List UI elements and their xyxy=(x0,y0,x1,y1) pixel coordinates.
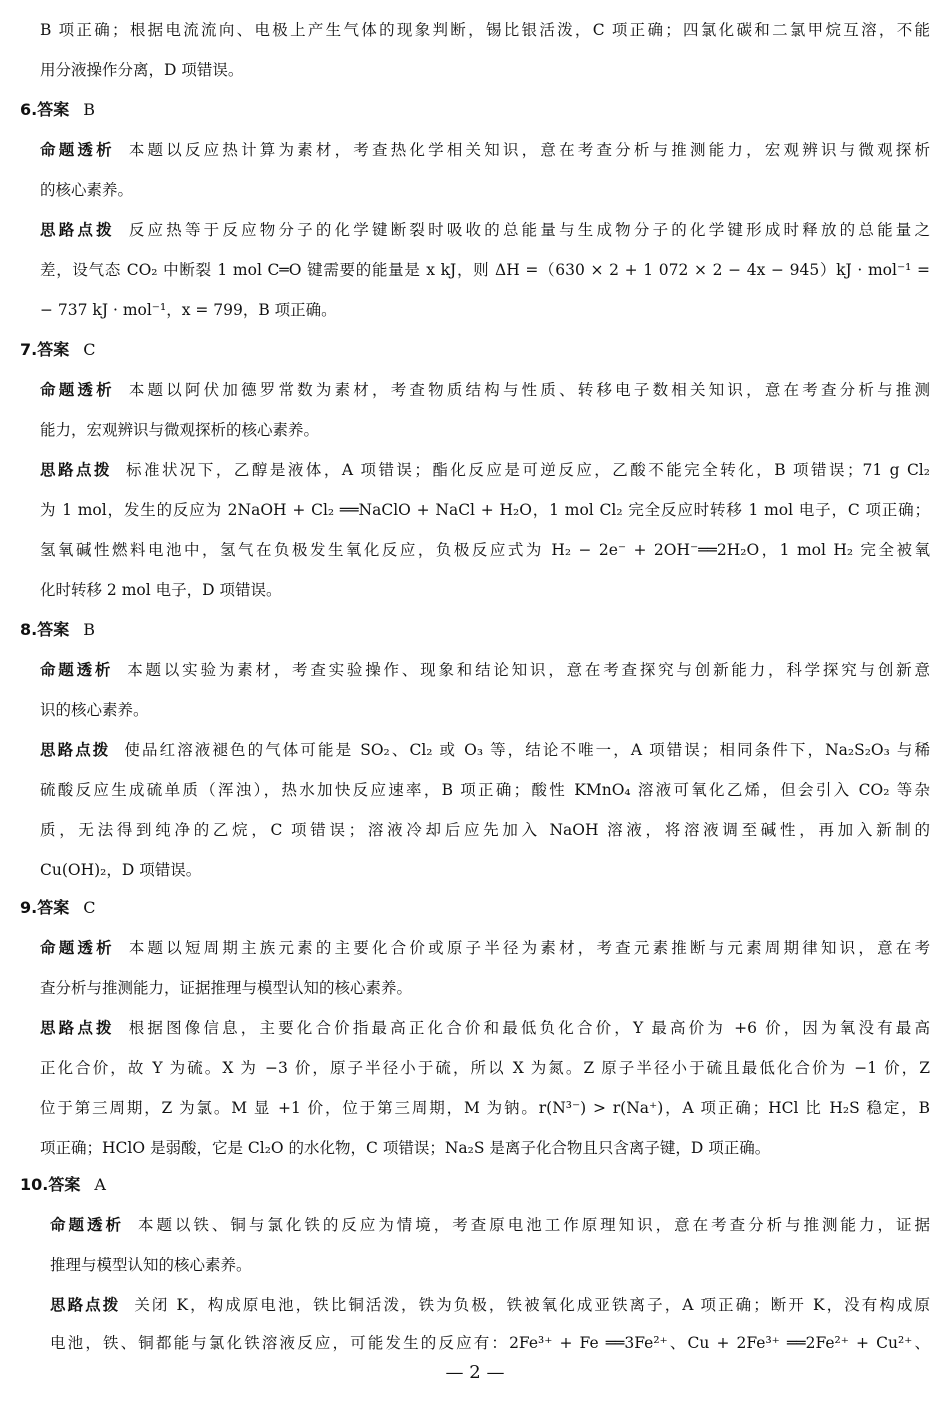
intent-label: 命题透析 xyxy=(40,141,115,159)
text-line xyxy=(40,459,930,481)
answer-word: 答案 xyxy=(37,620,70,639)
text-line xyxy=(40,219,930,241)
question-number: 9. xyxy=(20,898,38,917)
text-line: 差，设气态 CO₂ 中断裂 1 mol C═O 键需要的能量是 x kJ，则 ΔH =（630 × 2 + 1 072 × 2 − 4x − 945）kJ · mol⁻¹ = xyxy=(40,261,930,279)
answer-heading-8 xyxy=(20,619,95,641)
text-content: 本题以短周期主族元素的主要化合价或原子半径为素材，考查元素推断与元素周期律知识，意在考 xyxy=(128,939,930,957)
text-line: 化时转移 2 mol 电子，D 项错误。 xyxy=(40,581,282,599)
text-line: 电池，铁、铜都能与氯化铁溶液反应，可能发生的反应有：2Fe³⁺ + Fe ══3Fe²⁺、Cu + 2Fe³⁺ ══2Fe²⁺ + Cu²⁺、 xyxy=(50,1334,930,1352)
answer-letter: A xyxy=(94,1175,106,1194)
answer-heading-10 xyxy=(20,1174,106,1196)
answer-heading-7 xyxy=(20,339,95,361)
intent-label: 命题透析 xyxy=(40,661,114,679)
hint-label: 思路点拨 xyxy=(50,1296,121,1314)
answer-word: 答案 xyxy=(48,1175,81,1194)
answer-letter: C xyxy=(83,340,96,359)
text-content: 本题以实验为素材，考查实验操作、现象和结论知识，意在考查探究与创新能力，科学探究与创新意 xyxy=(127,661,930,679)
text-line xyxy=(40,739,930,761)
text-line xyxy=(40,139,930,161)
text-content: 本题以阿伏加德罗常数为素材，考查物质结构与性质、转移电子数相关知识，意在考查分析与推测 xyxy=(128,381,930,399)
text-line: 位于第三周期，Z 为氯。M 显 +1 价，位于第三周期，M 为钠。r(N³⁻) > r(Na⁺)，A 项正确；HCl 比 H₂S 稳定，B xyxy=(40,1099,930,1117)
text-line: 质，无法得到纯净的乙烷，C 项错误；溶液冷却后应先加入 NaOH 溶液，将溶液调至碱性，再加入新制的 xyxy=(40,821,930,839)
text-line: 正化合价，故 Y 为硫。X 为 −3 价，原子半径小于硫，所以 X 为氮。Z 原子半径小于硫且最低化合价为 −1 价，Z xyxy=(40,1059,930,1077)
hint-label: 思路点拨 xyxy=(40,461,112,479)
hint-label: 思路点拨 xyxy=(40,221,115,239)
answer-word: 答案 xyxy=(37,898,70,917)
intent-label: 命题透析 xyxy=(40,939,115,957)
text-content: 本题以反应热计算为素材，考查热化学相关知识，意在考查分析与推测能力，宏观辨识与微观探析 xyxy=(128,141,930,159)
text-line: 氢氧碱性燃料电池中，氢气在负极发生氧化反应，负极反应式为 H₂ − 2e⁻ + 2OH⁻══2H₂O，1 mol H₂ 完全被氧 xyxy=(40,541,930,559)
text-line xyxy=(40,937,930,959)
text-content: 标准状况下，乙醇是液体，A 项错误；酯化反应是可逆反应，乙酸不能完全转化，B 项错误；71 g Cl₂ xyxy=(125,461,930,479)
intent-label: 命题透析 xyxy=(40,381,115,399)
hint-label: 思路点拨 xyxy=(40,1019,115,1037)
text-line xyxy=(50,1294,930,1316)
answer-heading-6 xyxy=(20,99,95,121)
text-line: B 项正确；根据电流流向、电极上产生气体的现象判断，锡比银活泼，C 项正确；四氯化碳和二氯甲烷互溶，不能 xyxy=(40,21,930,39)
text-line: 推理与模型认知的核心素养。 xyxy=(50,1256,252,1274)
text-line xyxy=(40,1017,930,1039)
text-line: 查分析与推测能力，证据推理与模型认知的核心素养。 xyxy=(40,979,413,997)
text-line xyxy=(40,659,930,681)
text-line: 为 1 mol，发生的反应为 2NaOH + Cl₂ ══NaClO + NaCl + H₂O，1 mol Cl₂ 完全反应时转移 1 mol 电子，C 项正确； xyxy=(40,501,930,519)
hint-label: 思路点拨 xyxy=(40,741,111,759)
text-line: 识的核心素养。 xyxy=(40,701,149,719)
intent-label: 命题透析 xyxy=(50,1216,124,1234)
question-number: 7. xyxy=(20,340,38,359)
question-number: 6. xyxy=(20,100,38,119)
text-content: 反应热等于反应物分子的化学键断裂时吸收的总能量与生成物分子的化学键形成时释放的总能量之 xyxy=(128,221,930,239)
text-line: 硫酸反应生成硫单质（浑浊），热水加快反应速率，B 项正确；酸性 KMnO₄ 溶液可氧化乙烯，但会引入 CO₂ 等杂 xyxy=(40,781,930,799)
text-line xyxy=(40,379,930,401)
page-number: — 2 — xyxy=(445,1362,505,1383)
text-line: − 737 kJ · mol⁻¹，x = 799，B 项正确。 xyxy=(40,301,337,319)
answer-letter: B xyxy=(83,100,95,119)
text-content: 使品红溶液褪色的气体可能是 SO₂、Cl₂ 或 O₃ 等，结论不唯一，A 项错误；相同条件下，Na₂S₂O₃ 与稀 xyxy=(124,741,930,759)
text-line: Cu(OH)₂，D 项错误。 xyxy=(40,861,202,879)
question-number: 10. xyxy=(20,1175,49,1194)
answer-heading-9 xyxy=(20,897,95,919)
text-content: 本题以铁、铜与氯化铁的反应为情境，考查原电池工作原理知识，意在考查分析与推测能力，证据 xyxy=(137,1216,930,1234)
text-content: 根据图像信息，主要化合价指最高正化合价和最低负化合价，Y 最高价为 +6 价，因为氧没有最高 xyxy=(128,1019,930,1037)
question-number: 8. xyxy=(20,620,38,639)
answer-word: 答案 xyxy=(37,340,70,359)
answer-word: 答案 xyxy=(37,100,70,119)
text-line xyxy=(50,1214,930,1236)
text-line: 能力，宏观辨识与微观探析的核心素养。 xyxy=(40,421,320,439)
answer-letter: B xyxy=(83,620,95,639)
answer-letter: C xyxy=(83,898,96,917)
text-line: 用分液操作分离，D 项错误。 xyxy=(40,61,244,79)
text-content: 关闭 K，构成原电池，铁比铜活泼，铁为负极，铁被氧化成亚铁离子，A 项正确；断开 K，没有构成原 xyxy=(134,1296,930,1314)
text-line: 项正确；HClO 是弱酸，它是 Cl₂O 的水化物，C 项错误；Na₂S 是离子化合物且只含离子键，D 项正确。 xyxy=(40,1139,771,1157)
text-line: 的核心素养。 xyxy=(40,181,134,199)
